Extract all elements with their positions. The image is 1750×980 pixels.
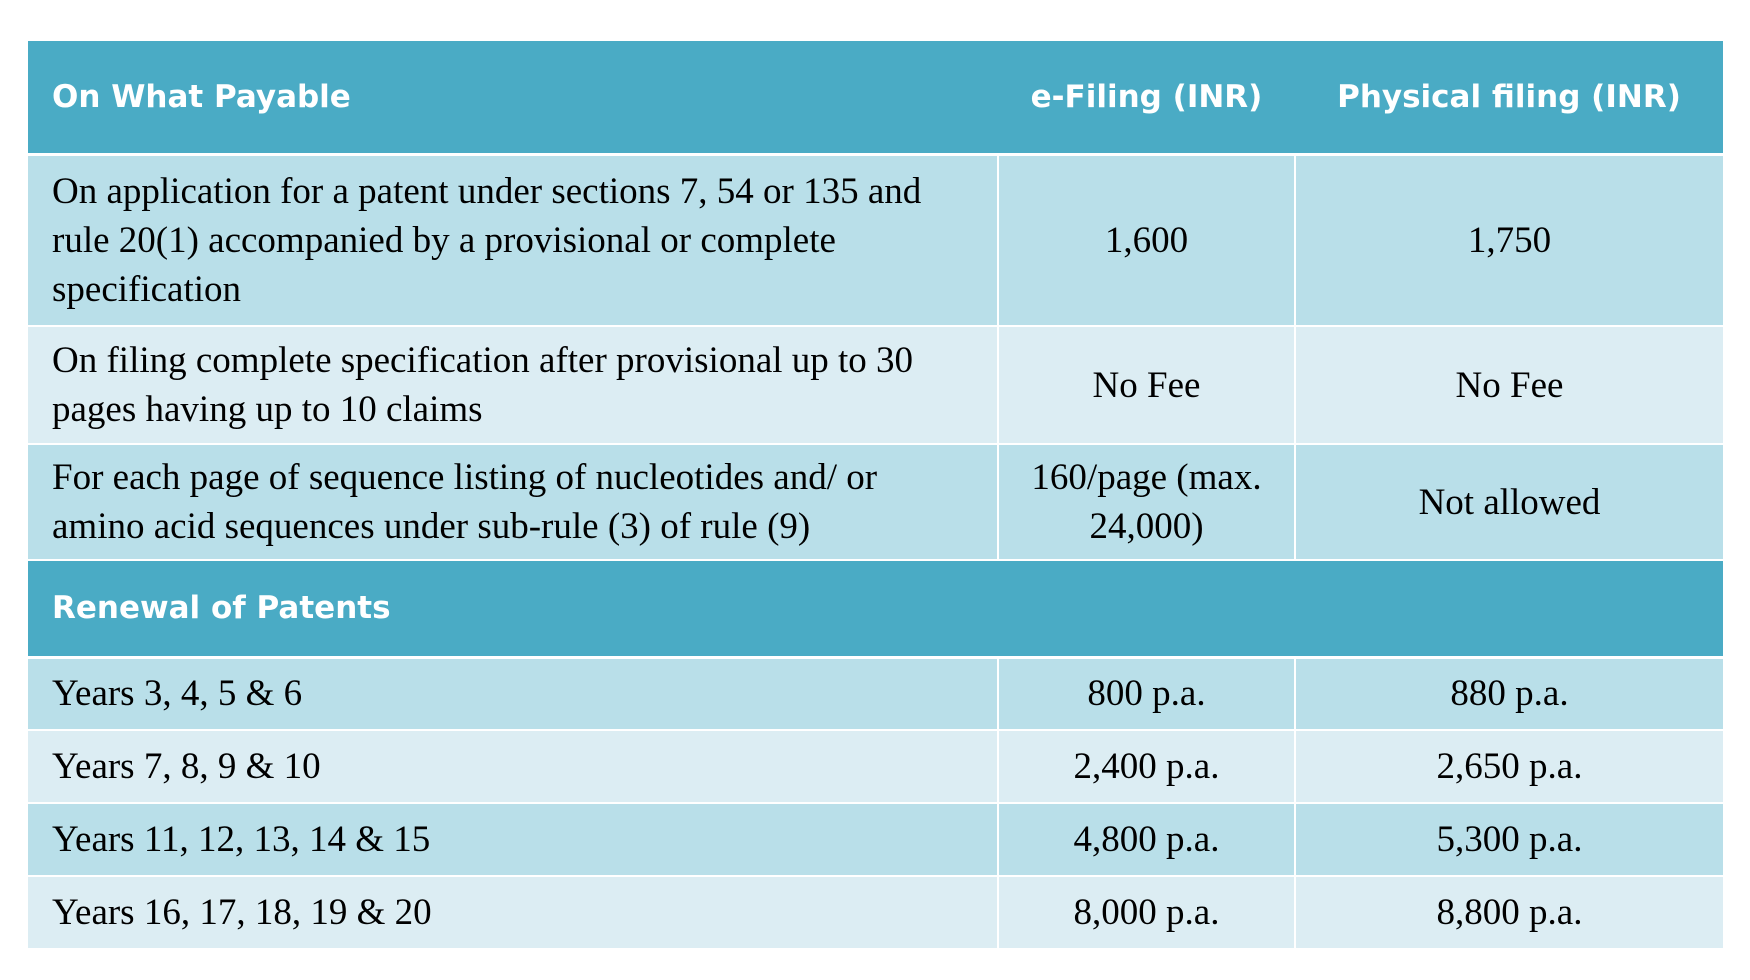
row-physical-filing-fee: 8,800 p.a. <box>1295 876 1723 949</box>
table-row <box>28 803 1723 876</box>
header-on-what-payable: On What Payable <box>28 41 998 154</box>
row-description: For each page of sequence listing of nucleotides and/ or amino acid sequences under sub-rule (3) of rule (9) <box>28 444 998 560</box>
row-e-filing-fee: 1,600 <box>998 154 1295 326</box>
renewal-section-header <box>28 560 1723 657</box>
table-row <box>28 154 1723 326</box>
table-row <box>28 730 1723 803</box>
table-row <box>28 876 1723 949</box>
header-physical-filing: Physical filing (INR) <box>1295 41 1723 154</box>
table-header-row <box>28 41 1723 154</box>
row-e-filing-fee: 800 p.a. <box>998 657 1295 730</box>
row-e-filing-fee: 8,000 p.a. <box>998 876 1295 949</box>
row-description: On filing complete specification after provisional up to 30 pages having up to 10 claims <box>28 326 998 444</box>
row-physical-filing-fee: Not allowed <box>1295 444 1723 560</box>
patent-fee-table <box>28 41 1723 950</box>
table-row <box>28 444 1723 560</box>
row-physical-filing-fee: 5,300 p.a. <box>1295 803 1723 876</box>
row-physical-filing-fee: 880 p.a. <box>1295 657 1723 730</box>
row-description: Years 11, 12, 13, 14 & 15 <box>28 803 998 876</box>
table-row <box>28 326 1723 444</box>
row-physical-filing-fee: 1,750 <box>1295 154 1723 326</box>
table-row <box>28 657 1723 730</box>
row-physical-filing-fee: 2,650 p.a. <box>1295 730 1723 803</box>
row-e-filing-fee: 2,400 p.a. <box>998 730 1295 803</box>
row-description: On application for a patent under sections 7, 54 or 135 and rule 20(1) accompanied by a provisional or complete specification <box>28 154 998 326</box>
row-description: Years 16, 17, 18, 19 & 20 <box>28 876 998 949</box>
row-physical-filing-fee: No Fee <box>1295 326 1723 444</box>
row-description: Years 3, 4, 5 & 6 <box>28 657 998 730</box>
row-e-filing-fee: No Fee <box>998 326 1295 444</box>
row-e-filing-fee: 4,800 p.a. <box>998 803 1295 876</box>
header-e-filing: e-Filing (INR) <box>998 41 1295 154</box>
renewal-section-title: Renewal of Patents <box>28 560 1723 657</box>
row-e-filing-fee: 160/page (max. 24,000) <box>998 444 1295 560</box>
row-description: Years 7, 8, 9 & 10 <box>28 730 998 803</box>
